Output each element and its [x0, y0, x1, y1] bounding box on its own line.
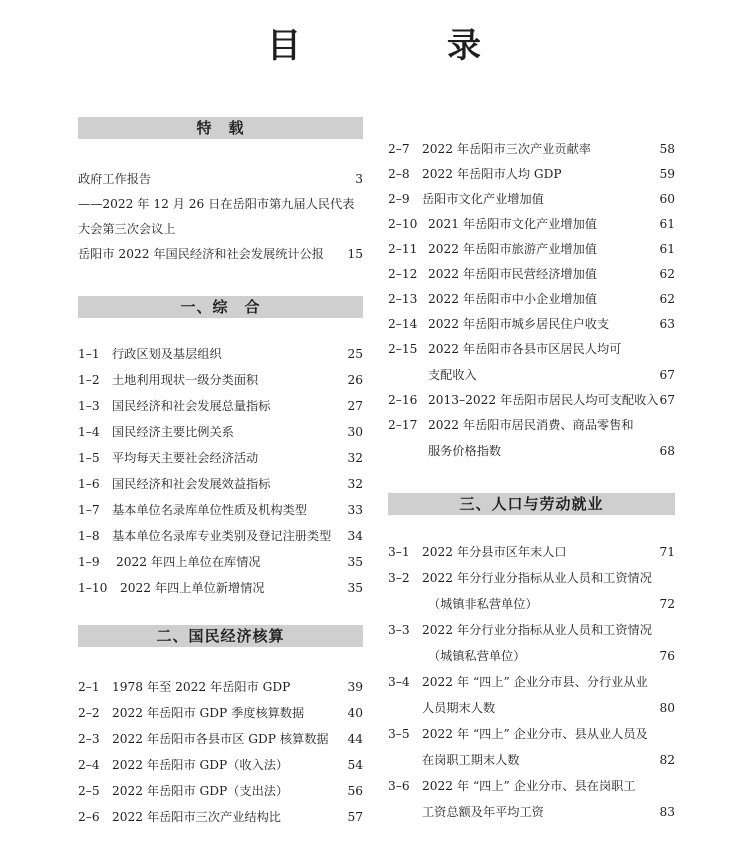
entry-number: 2–16	[388, 393, 418, 407]
entry-number: 1–3	[78, 399, 100, 413]
entry-title: 行政区划及基层组织	[112, 347, 222, 361]
entry-title: 基本单位名录库专业类别及登记注册类型	[112, 529, 332, 543]
toc-entry[interactable]	[388, 723, 675, 773]
entry-number: 3–2	[388, 571, 410, 585]
entry-page-number: 34	[347, 529, 363, 543]
entry-page-number: 71	[659, 545, 675, 559]
entry-page-number: 82	[659, 753, 675, 767]
entry-title: 2022 年岳阳市旅游产业增加值	[428, 242, 597, 256]
entry-title: 国民经济和社会发展总量指标	[112, 399, 271, 413]
entry-page-number: 80	[659, 701, 675, 715]
entry-number: 2–14	[388, 317, 418, 331]
entry-title: ——2022 年 12 月 26 日在岳阳市第九届人民代表	[78, 197, 355, 211]
toc-entry[interactable]	[388, 414, 675, 464]
entry-title: 2022 年岳阳市城乡居民住户收支	[428, 317, 610, 331]
entry-number: 3–3	[388, 623, 410, 637]
toc-entry[interactable]	[78, 395, 363, 419]
toc-entry[interactable]	[78, 551, 363, 575]
entry-page-number: 83	[659, 805, 675, 819]
entry-title: 2022 年分行业分指标从业人员和工资情况	[422, 623, 652, 637]
entry-number: 2–3	[78, 732, 100, 746]
entry-title: 2022 年岳阳市居民消费、商品零售和	[428, 418, 634, 432]
entry-title: 平均每天主要社会经济活动	[112, 451, 259, 465]
entry-page-number: 27	[347, 399, 363, 413]
entry-number: 3–1	[388, 545, 410, 559]
entry-page-number: 56	[347, 784, 363, 798]
entry-page-number: 32	[347, 477, 363, 491]
entry-page-number: 67	[659, 368, 675, 382]
entry-page-number: 40	[347, 706, 363, 720]
section-header: 一、综 合	[78, 296, 363, 318]
entry-page-number: 44	[347, 732, 363, 746]
entry-page-number: 62	[659, 267, 675, 281]
entry-title-continued: （城镇私营单位）	[428, 649, 526, 663]
toc-entry[interactable]	[388, 138, 675, 162]
entry-title: 大会第三次会议上	[78, 222, 176, 236]
entry-title-continued: 人员期末人数	[422, 701, 496, 715]
entry-number: 3–6	[388, 779, 410, 793]
toc-entry[interactable]	[388, 238, 675, 262]
entry-number: 2–12	[388, 267, 418, 281]
entry-title: 2022 年四上单位新增情况	[120, 581, 265, 595]
toc-entry[interactable]	[388, 188, 675, 212]
entry-title: 2022 年岳阳市各县市区 GDP 核算数据	[112, 732, 329, 746]
entry-number: 1–2	[78, 373, 100, 387]
toc-entry[interactable]	[78, 728, 363, 752]
entry-page-number: 61	[659, 242, 675, 256]
entry-number: 1–6	[78, 477, 100, 491]
toc-entry[interactable]	[78, 218, 363, 242]
entry-page-number: 25	[347, 347, 363, 361]
entry-page-number: 72	[659, 597, 675, 611]
entry-title: 2022 年岳阳市民营经济增加值	[428, 267, 597, 281]
entry-page-number: 54	[347, 758, 363, 772]
entry-page-number: 68	[659, 444, 675, 458]
entry-page-number: 61	[659, 217, 675, 231]
entry-title: 2022 年岳阳市人均 GDP	[422, 167, 562, 181]
entry-title: 2022 年 “四上” 企业分市县、分行业从业	[422, 675, 648, 689]
entry-title: 基本单位名录库单位性质及机构类型	[112, 503, 307, 517]
entry-title: 1978 年至 2022 年岳阳市 GDP	[112, 680, 291, 694]
entry-title: 2022 年四上单位在库情况	[116, 555, 261, 569]
entry-number: 2–4	[78, 758, 100, 772]
entry-title: 2022 年岳阳市三次产业结构比	[112, 810, 281, 824]
entry-title: 2022 年岳阳市各县市区居民人均可	[428, 342, 622, 356]
entry-number: 2–9	[388, 192, 410, 206]
toc-entry[interactable]	[78, 193, 363, 217]
entry-page-number: 59	[659, 167, 675, 181]
entry-title: 岳阳市 2022 年国民经济和社会发展统计公报	[78, 247, 324, 261]
entry-title: 政府工作报告	[78, 172, 152, 186]
entry-number: 2–2	[78, 706, 100, 720]
entry-title: 国民经济主要比例关系	[112, 425, 234, 439]
entry-title: 岳阳市文化产业增加值	[422, 192, 544, 206]
toc-entry[interactable]	[388, 288, 675, 312]
entry-title: 2022 年岳阳市中小企业增加值	[428, 292, 597, 306]
entry-title: 2022 年岳阳市 GDP（收入法）	[112, 758, 289, 772]
toc-entry[interactable]	[78, 473, 363, 497]
entry-title: 2022 年 “四上” 企业分市、县从业人员及	[422, 727, 648, 741]
toc-entry[interactable]	[388, 263, 675, 287]
toc-entry[interactable]	[388, 389, 675, 413]
entry-page-number: 76	[659, 649, 675, 663]
entry-number: 1–4	[78, 425, 100, 439]
toc-entry[interactable]	[388, 213, 675, 237]
toc-entry[interactable]	[78, 421, 363, 445]
toc-entry[interactable]	[388, 313, 675, 337]
toc-entry[interactable]	[78, 780, 363, 804]
entry-page-number: 60	[659, 192, 675, 206]
toc-entry[interactable]	[78, 676, 363, 700]
toc-entry[interactable]	[78, 525, 363, 549]
section-header: 二、国民经济核算	[78, 625, 363, 647]
toc-entry[interactable]	[78, 577, 363, 601]
entry-number: 2–1	[78, 680, 100, 694]
toc-entry[interactable]	[78, 369, 363, 393]
entry-title: 国民经济和社会发展效益指标	[112, 477, 271, 491]
toc-entry[interactable]	[78, 806, 363, 830]
entry-title: 2022 年分县市区年末人口	[422, 545, 567, 559]
toc-entry[interactable]	[78, 499, 363, 523]
entry-number: 2–5	[78, 784, 100, 798]
section-header: 三、人口与劳动就业	[388, 493, 675, 515]
entry-number: 2–11	[388, 242, 418, 256]
toc-entry[interactable]	[78, 447, 363, 471]
entry-number: 2–6	[78, 810, 100, 824]
entry-number: 1–7	[78, 503, 100, 517]
toc-entry[interactable]	[78, 702, 363, 726]
entry-page-number: 33	[347, 503, 363, 517]
entry-number: 2–13	[388, 292, 418, 306]
entry-page-number: 32	[347, 451, 363, 465]
entry-page-number: 58	[659, 142, 675, 156]
entry-page-number: 39	[347, 680, 363, 694]
entry-page-number: 62	[659, 292, 675, 306]
entry-title: 2013–2022 年岳阳市居民人均可支配收入	[428, 393, 659, 407]
entry-page-number: 67	[659, 393, 675, 407]
toc-entry[interactable]	[388, 775, 675, 825]
entry-title-continued: （城镇非私营单位）	[428, 597, 538, 611]
entry-page-number: 35	[347, 555, 363, 569]
entry-title: 2021 年岳阳市文化产业增加值	[428, 217, 597, 231]
entry-number: 1–9	[78, 555, 100, 569]
entry-page-number: 63	[659, 317, 675, 331]
toc-entry[interactable]	[78, 754, 363, 778]
entry-title: 2022 年岳阳市三次产业贡献率	[422, 142, 591, 156]
toc-entry[interactable]	[78, 168, 363, 192]
entry-title: 2022 年 “四上” 企业分市、县在岗职工	[422, 779, 636, 793]
entry-title-continued: 工资总额及年平均工资	[422, 805, 544, 819]
toc-entry[interactable]	[388, 163, 675, 187]
toc-entry[interactable]	[78, 343, 363, 367]
entry-number: 3–4	[388, 675, 410, 689]
entry-page-number: 30	[347, 425, 363, 439]
entry-title: 2022 年岳阳市 GDP 季度核算数据	[112, 706, 305, 720]
entry-title: 土地利用现状一级分类面积	[112, 373, 259, 387]
page-title: 目 录	[267, 26, 537, 66]
toc-entry[interactable]	[388, 338, 675, 388]
entry-page-number: 57	[347, 810, 363, 824]
entry-number: 1–5	[78, 451, 100, 465]
section-header: 特 载	[78, 117, 363, 139]
entry-page-number: 26	[347, 373, 363, 387]
toc-entry[interactable]	[78, 243, 363, 267]
entry-number: 2–8	[388, 167, 410, 181]
entry-number: 2–10	[388, 217, 418, 231]
entry-number: 2–15	[388, 342, 418, 356]
entry-number: 2–17	[388, 418, 418, 432]
entry-page-number: 35	[347, 581, 363, 595]
entry-number: 1–8	[78, 529, 100, 543]
toc-entry[interactable]	[388, 567, 675, 617]
entry-number: 2–7	[388, 142, 410, 156]
entry-number: 3–5	[388, 727, 410, 741]
toc-entry[interactable]	[388, 619, 675, 669]
entry-title-continued: 支配收入	[428, 368, 477, 382]
entry-title-continued: 在岗职工期末人数	[422, 753, 520, 767]
entry-page-number: 3	[355, 172, 363, 186]
entry-number: 1–1	[78, 347, 100, 361]
entry-title: 2022 年分行业分指标从业人员和工资情况	[422, 571, 652, 585]
entry-number: 1–10	[78, 581, 108, 595]
entry-title-continued: 服务价格指数	[428, 444, 502, 458]
entry-title: 2022 年岳阳市 GDP（支出法）	[112, 784, 289, 798]
toc-entry[interactable]	[388, 671, 675, 721]
toc-entry[interactable]	[388, 541, 675, 565]
entry-page-number: 15	[347, 247, 363, 261]
